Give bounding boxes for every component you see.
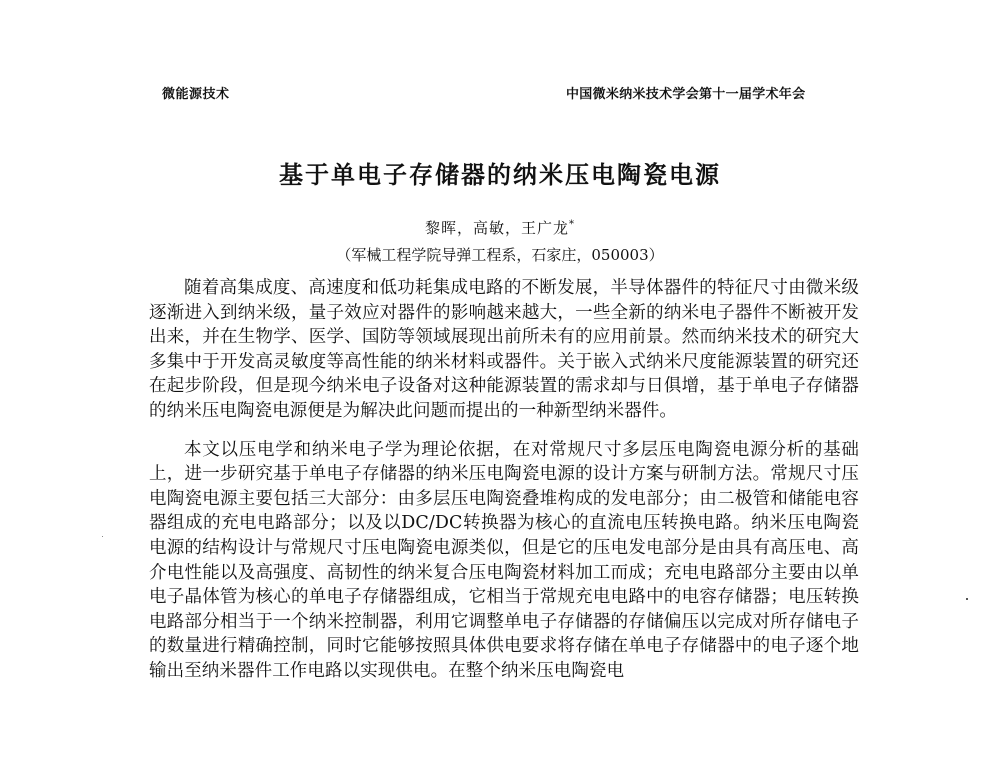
scan-speck — [102, 536, 103, 537]
running-header-conference: 中国微米纳米技术学会第十一届学术年会 — [566, 87, 806, 102]
body-paragraph-1: 随着高集成度、高速度和低功耗集成电路的不断发展，半导体器件的特征尺寸由微米级逐渐进入到纳米级，量子效应对器件的影响越来越大，一些全新的纳米电子器件不断被开发出来，并在生物学、医学、国防等领域展现出前所未有的应用前景。然而纳米技术的研究大多集中于开发高灵敏度等高性能的纳米材料或器件。关于嵌入式纳米尺度能源装置的研究还在起步阶段，但是现今纳米电子设备对这种能源装置的需求却与日俱增，基于单电子存储器的纳米压电陶瓷电源便是为解决此问题而提出的一种新型纳米器件。 — [149, 278, 859, 421]
author-names: 黎晖，高敏，王广龙 — [424, 219, 569, 237]
corresponding-author-mark: * — [569, 219, 575, 230]
abstract-body — [149, 276, 859, 684]
author-affiliation: （军械工程学院导弹工程系，石家庄，050003） — [336, 246, 664, 264]
author-line — [0, 217, 1000, 238]
body-paragraph-2: 本文以压电学和纳米电子学为理论依据，在对常规尺寸多层压电陶瓷电源分析的基础上，进一步研究基于单电子存储器的纳米压电陶瓷电源的设计方案与研制方法。常规尺寸压电陶瓷电源主要包括三大部分：由多层压电陶瓷叠堆构成的发电部分；由二极管和储能电容器组成的充电电路部分；以及以DC/DC转换器为核心的直流电压转换电路。纳米压电陶瓷电源的结构设计与常规尺寸压电陶瓷电源类似，但是它的压电发电部分是由具有高压电、高介电性能以及高强度、高韧性的纳米复合压电陶瓷材料加工而成；充电电路部分主要由以单电子晶体管为核心的单电子存储器组成，它相当于常规充电电路中的电容存储器；电压转换电路部分相当于一个纳米控制器，利用它调整单电子存储器的存储偏压以完成对所存储电子的数量进行精确控制，同时它能够按照具体供电要求将存储在单电子存储器中的电子逐个地输出至纳米器件工作电路以实现供电。在整个纳米压电陶瓷电 — [149, 439, 859, 681]
scan-speck — [966, 598, 968, 600]
paper-title: 基于单电子存储器的纳米压电陶瓷电源 — [279, 161, 721, 189]
running-header-section: 微能源技术 — [162, 87, 230, 102]
